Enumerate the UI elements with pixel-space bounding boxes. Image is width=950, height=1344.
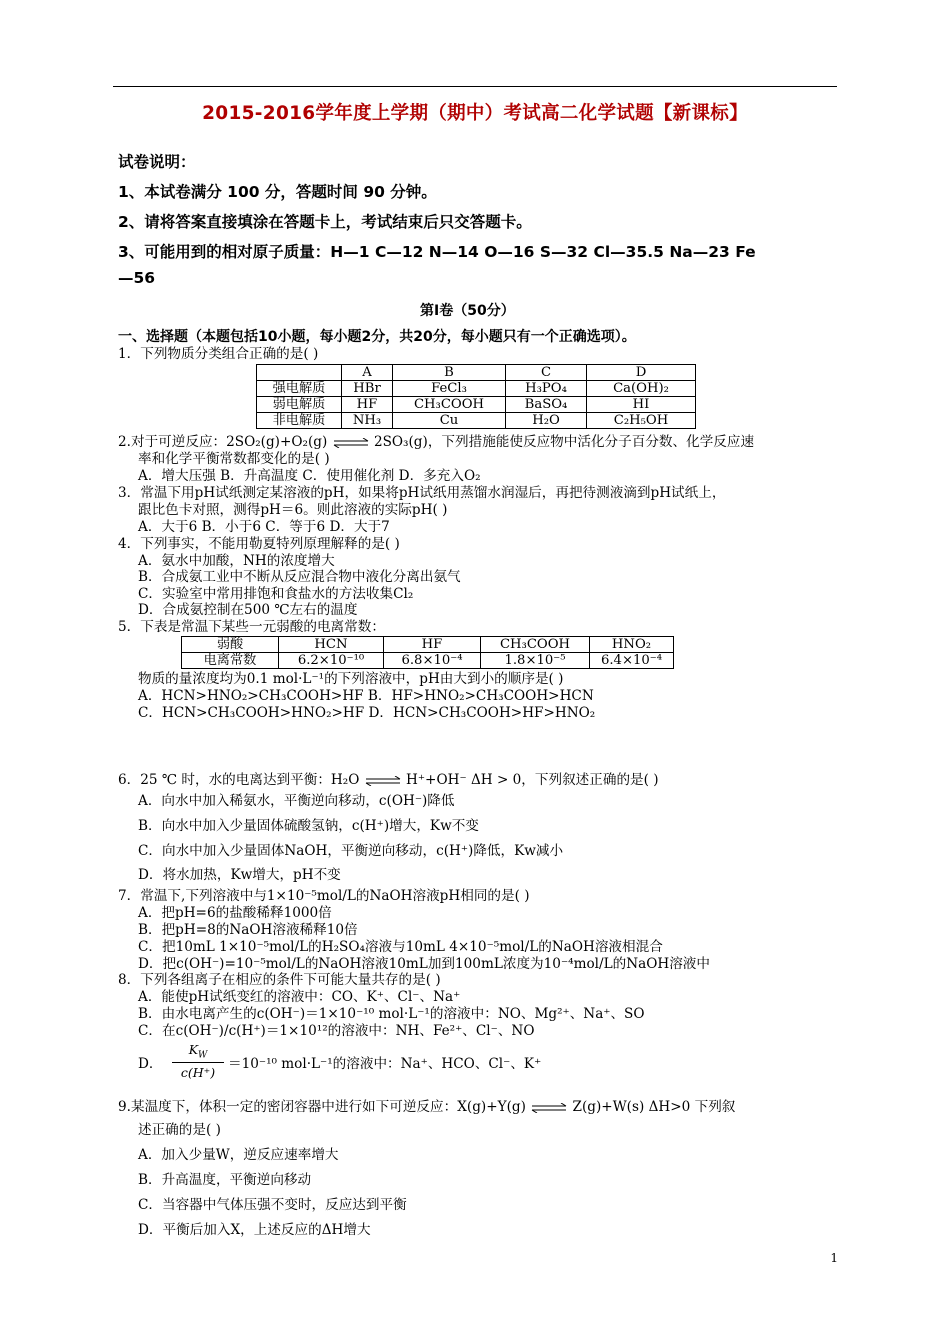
equilibrium-arrow-icon xyxy=(332,438,370,448)
q1-cell: HBr xyxy=(342,381,393,397)
q1-cell: Ca(OH)₂ xyxy=(587,381,696,397)
q5-cell: 6.2×10⁻¹⁰ xyxy=(279,653,384,669)
header-rule xyxy=(113,86,837,87)
q5-options-cd: C．HCN>CH₃COOH>HNO₂>HF D．HCN>CH₃COOH>HF>HNO₂ xyxy=(138,705,596,721)
q5-options-ab: A．HCN>HNO₂>CH₃COOH>HF B．HF>HNO₂>CH₃COOH>HCN xyxy=(138,688,594,704)
q3-line1: 3．常温下用pH试纸测定某溶液的pH，如果将pH试纸用蒸馏水润湿后，再把待测液滴到pH试纸上， xyxy=(118,485,726,501)
q8-kw-subscript: W xyxy=(198,1050,208,1061)
q2-line2: 率和化学平衡常数都变化的是( ) xyxy=(138,451,330,467)
q8-option-c: C．在c(OH⁻)/c(H⁺)＝1×10¹²的溶液中：NH、Fe²⁺、Cl⁻、NO xyxy=(138,1023,535,1039)
q1-header-cell: D xyxy=(587,365,696,381)
q6-option-a: A．向水中加入稀氨水，平衡逆向移动，c(OH⁻)降低 xyxy=(138,793,455,809)
q5-cell: 6.4×10⁻⁴ xyxy=(590,653,674,669)
q1-cell: BaSO₄ xyxy=(506,397,587,413)
q5-cell: 1.8×10⁻⁵ xyxy=(481,653,590,669)
q1-stem: 1．下列物质分类组合正确的是( ) xyxy=(118,346,319,362)
q1-cell: 非电解质 xyxy=(257,413,342,429)
q1-cell: FeCl₃ xyxy=(393,381,506,397)
q8-option-d-text: ＝10⁻¹⁰ mol·L⁻¹的溶液中：Na⁺、HCO、Cl⁻、K⁺ xyxy=(228,1056,542,1072)
q1-cell: H₂O xyxy=(506,413,587,429)
q1-cell: Cu xyxy=(393,413,506,429)
q1-cell: HI xyxy=(587,397,696,413)
q3-line2: 跟比色卡对照，测得pH＝6。则此溶液的实际pH( ) xyxy=(138,502,448,518)
q9-option-b: B．升高温度，平衡逆向移动 xyxy=(138,1172,312,1188)
q6-stem-part2: H⁺+OH⁻ ΔH > 0，下列叙述正确的是( ) xyxy=(406,772,659,788)
q1-header-cell: B xyxy=(393,365,506,381)
q1-cell: CH₃COOH xyxy=(393,397,506,413)
q1-cell: 弱电解质 xyxy=(257,397,342,413)
q4-stem: 4．下列事实，不能用勒夏特列原理解释的是( ) xyxy=(118,536,400,552)
q9-line2: 述正确的是( ) xyxy=(138,1122,221,1138)
q1-cell: NH₃ xyxy=(342,413,393,429)
instructions-heading: 试卷说明： xyxy=(118,153,196,171)
q1-cell: 强电解质 xyxy=(257,381,342,397)
q9-stem-part1: 9.某温度下，体积一定的密闭容器中进行如下可逆反应：X(g)+Y(g) xyxy=(118,1099,526,1115)
instruction-item-3: 3、可能用到的相对原子质量：H—1 C—12 N—14 O—16 S—32 Cl—35.5 Na—23 Fe xyxy=(118,243,756,261)
q2-line1 xyxy=(118,434,754,450)
q8-option-b: B．由水电离产生的c(OH⁻)＝1×10⁻¹⁰ mol·L⁻¹的溶液中：NO、Mg²⁺、Na⁺、SO xyxy=(138,1006,645,1022)
q5-cell: 电离常数 xyxy=(182,653,279,669)
q6-stem-part1: 6．25 ℃ 时，水的电离达到平衡：H₂O xyxy=(118,772,360,788)
q5-cell: 6.8×10⁻⁴ xyxy=(384,653,481,669)
q4-option-c: C．实验室中常用排饱和食盐水的方法收集Cl₂ xyxy=(138,586,414,602)
q5-header-cell: HF xyxy=(384,637,481,653)
q5-header-cell: HNO₂ xyxy=(590,637,674,653)
instruction-item-2: 2、请将答案直接填涂在答题卡上，考试结束后只交答题卡。 xyxy=(118,213,532,231)
q4-option-a: A．氨水中加酸，NH的浓度增大 xyxy=(138,553,335,569)
q7-option-d: D．把c(OH⁻)=10⁻⁵mol/L的NaOH溶液10mL加到100mL浓度为10⁻⁴mol/L的NaOH溶液中 xyxy=(138,956,710,972)
q6-option-d: D．将水加热，Kw增大，pH不变 xyxy=(138,867,341,883)
equilibrium-arrow-icon xyxy=(364,776,402,786)
q5-header-cell: HCN xyxy=(279,637,384,653)
q1-table xyxy=(256,364,696,429)
q6-option-c: C．向水中加入少量固体NaOH，平衡逆向移动，c(H⁺)降低，Kw减小 xyxy=(138,843,564,859)
q9-line1 xyxy=(118,1099,735,1115)
instruction-item-1: 1、本试卷满分 100 分，答题时间 90 分钟。 xyxy=(118,183,437,201)
q8-option-d-label: D． xyxy=(138,1056,163,1072)
q1-cell: H₃PO₄ xyxy=(506,381,587,397)
q8-fraction-numerator xyxy=(176,1042,220,1061)
q8-stem: 8．下列各组离子在相应的条件下可能大量共存的是( ) xyxy=(118,972,441,988)
q7-option-a: A．把pH=6的盐酸稀释1000倍 xyxy=(138,905,332,921)
q9-option-c: C．当容器中气体压强不变时，反应达到平衡 xyxy=(138,1197,407,1213)
q1-header-cell xyxy=(257,365,342,381)
q2-options: A．增大压强 B．升高温度 C．使用催化剂 D．多充入O₂ xyxy=(138,468,481,484)
q6-option-b: B．向水中加入少量固体硫酸氢钠，c(H⁺)增大，Kw不变 xyxy=(138,818,479,834)
section-heading: 一、选择题（本题包括10小题，每小题2分，共20分，每小题只有一个正确选项）。 xyxy=(118,329,636,345)
q7-option-c: C．把10mL 1×10⁻⁵mol/L的H₂SO₄溶液与10mL 4×10⁻⁵mol/L的NaOH溶液相混合 xyxy=(138,939,663,955)
q1-cell: C₂H₅OH xyxy=(587,413,696,429)
q8-option-a: A．能使pH试纸变红的溶液中：CO、K⁺、Cl⁻、Na⁺ xyxy=(138,989,461,1005)
q7-option-b: B．把pH=8的NaOH溶液稀释10倍 xyxy=(138,922,358,938)
page-title: 2015-2016学年度上学期（期中）考试高二化学试题【新课标】 xyxy=(202,103,748,124)
q4-option-d: D．合成氨控制在500 ℃左右的温度 xyxy=(138,602,358,618)
page-number: 1 xyxy=(830,1251,838,1265)
q6-line1 xyxy=(118,772,659,788)
q5-stem: 5．下表是常温下某些一元弱酸的电离常数： xyxy=(118,619,385,635)
q2-stem-part2: 2SO₃(g)，下列措施能使反应物中活化分子百分数、化学反应速 xyxy=(373,434,755,450)
q3-options: A．大于6 B．小于6 C．等于6 D．大于7 xyxy=(138,519,390,535)
q2-stem-part1: 2.对于可逆反应：2SO₂(g)+O₂(g) xyxy=(118,434,328,450)
q5-line2: 物质的量浓度均为0.1 mol·L⁻¹的下列溶液中，pH由大到小的顺序是( ) xyxy=(138,671,564,687)
q9-stem-part2: Z(g)+W(s) ΔH>0 下列叙 xyxy=(572,1099,736,1115)
q7-stem: 7．常温下,下列溶液中与1×10⁻⁵mol/L的NaOH溶液pH相同的是( ) xyxy=(118,888,530,904)
instruction-item-3-cont: —56 xyxy=(118,269,156,287)
part-heading: 第Ⅰ卷（50分） xyxy=(420,303,515,319)
q5-table xyxy=(181,636,674,669)
q4-option-b: B．合成氨工业中不断从反应混合物中液化分离出氨气 xyxy=(138,569,461,585)
q1-header-cell: C xyxy=(506,365,587,381)
q8-kw-symbol: K xyxy=(188,1042,199,1057)
q1-cell: HF xyxy=(342,397,393,413)
equilibrium-arrow-icon xyxy=(530,1103,568,1113)
q8-fraction-denominator: c(H⁺) xyxy=(180,1065,216,1080)
q8-fraction-bar xyxy=(172,1062,224,1063)
q5-header-cell: 弱酸 xyxy=(182,637,279,653)
q5-header-cell: CH₃COOH xyxy=(481,637,590,653)
q1-header-cell: A xyxy=(342,365,393,381)
q9-option-a: A．加入少量W，逆反应速率增大 xyxy=(138,1147,339,1163)
q9-option-d: D．平衡后加入X，上述反应的ΔH增大 xyxy=(138,1222,371,1238)
